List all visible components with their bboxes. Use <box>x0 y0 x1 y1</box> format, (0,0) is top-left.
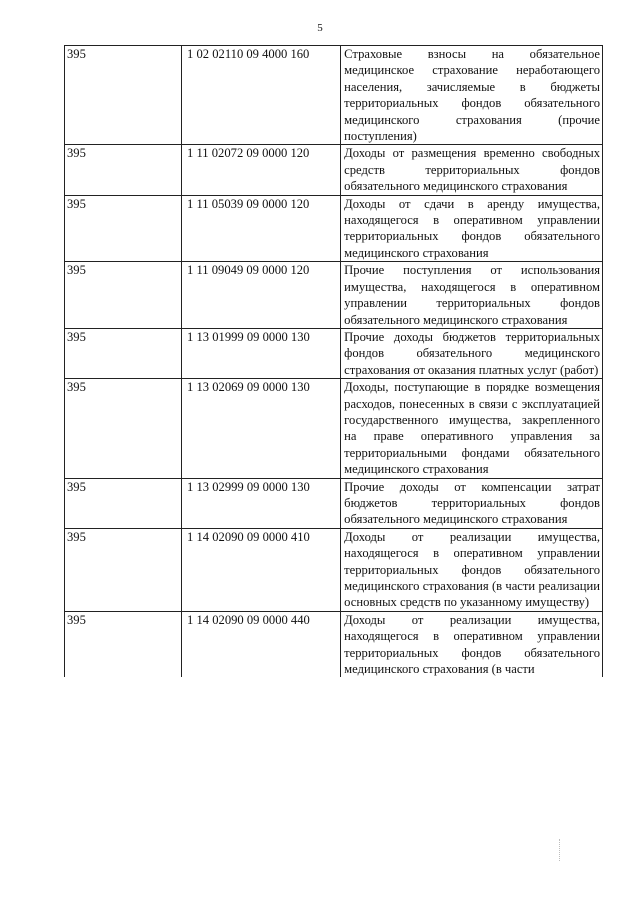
income-description: Доходы от реализации имущества, находящегося в оперативном управлении территориальных фондов обязательного медицинского страхования (в части реализации основных средств по указанному имуществу) <box>341 528 603 611</box>
table-row <box>65 478 603 528</box>
administrator-code: 395 <box>65 379 182 478</box>
budget-classification-code: 1 02 02110 09 4000 160 <box>182 46 341 145</box>
income-description: Доходы от реализации имущества, находящегося в оперативном управлении территориальных фондов обязательного медицинского страхования (в части <box>341 611 603 677</box>
table-row <box>65 379 603 478</box>
administrator-code: 395 <box>65 195 182 262</box>
budget-classification-code: 1 11 02072 09 0000 120 <box>182 145 341 195</box>
table-row <box>65 262 603 329</box>
budget-classification-code: 1 11 05039 09 0000 120 <box>182 195 341 262</box>
budget-classification-code: 1 14 02090 09 0000 410 <box>182 528 341 611</box>
income-description: Прочие поступления от использования имущества, находящегося в оперативном управлении территориальных фондов обязательного медицинского страхования <box>341 262 603 329</box>
administrator-code: 395 <box>65 46 182 145</box>
budget-classification-table <box>64 45 603 677</box>
income-description: Доходы, поступающие в порядке возмещения расходов, понесенных в связи с эксплуатацией государственного имущества, закрепленного на праве оперативного управления за территориальными фондами обязательного медицинского страхования <box>341 379 603 478</box>
administrator-code: 395 <box>65 328 182 378</box>
table-row <box>65 328 603 378</box>
budget-classification-code: 1 14 02090 09 0000 440 <box>182 611 341 677</box>
table-row <box>65 195 603 262</box>
budget-classification-code: 1 13 02999 09 0000 130 <box>182 478 341 528</box>
income-description: Доходы от размещения временно свободных средств территориальных фондов обязательного медицинского страхования <box>341 145 603 195</box>
table-row <box>65 528 603 611</box>
income-description: Прочие доходы бюджетов территориальных фондов обязательного медицинского страхования от оказания платных услуг (работ) <box>341 328 603 378</box>
administrator-code: 395 <box>65 262 182 329</box>
scan-artifact <box>559 839 562 861</box>
page-number: 5 <box>317 22 323 34</box>
table-row <box>65 46 603 145</box>
administrator-code: 395 <box>65 528 182 611</box>
administrator-code: 395 <box>65 145 182 195</box>
budget-classification-code: 1 11 09049 09 0000 120 <box>182 262 341 329</box>
income-description: Прочие доходы от компенсации затрат бюджетов территориальных фондов обязательного медицинского страхования <box>341 478 603 528</box>
table-row <box>65 611 603 677</box>
administrator-code: 395 <box>65 478 182 528</box>
table-row <box>65 145 603 195</box>
administrator-code: 395 <box>65 611 182 677</box>
budget-classification-code: 1 13 02069 09 0000 130 <box>182 379 341 478</box>
income-description: Страховые взносы на обязательное медицинское страхование неработающего населения, зачисляемые в бюджеты территориальных фондов обязательного медицинского страхования (прочие поступления) <box>341 46 603 145</box>
income-description: Доходы от сдачи в аренду имущества, находящегося в оперативном управлении территориальных фондов обязательного медицинского страхования <box>341 195 603 262</box>
budget-classification-code: 1 13 01999 09 0000 130 <box>182 328 341 378</box>
